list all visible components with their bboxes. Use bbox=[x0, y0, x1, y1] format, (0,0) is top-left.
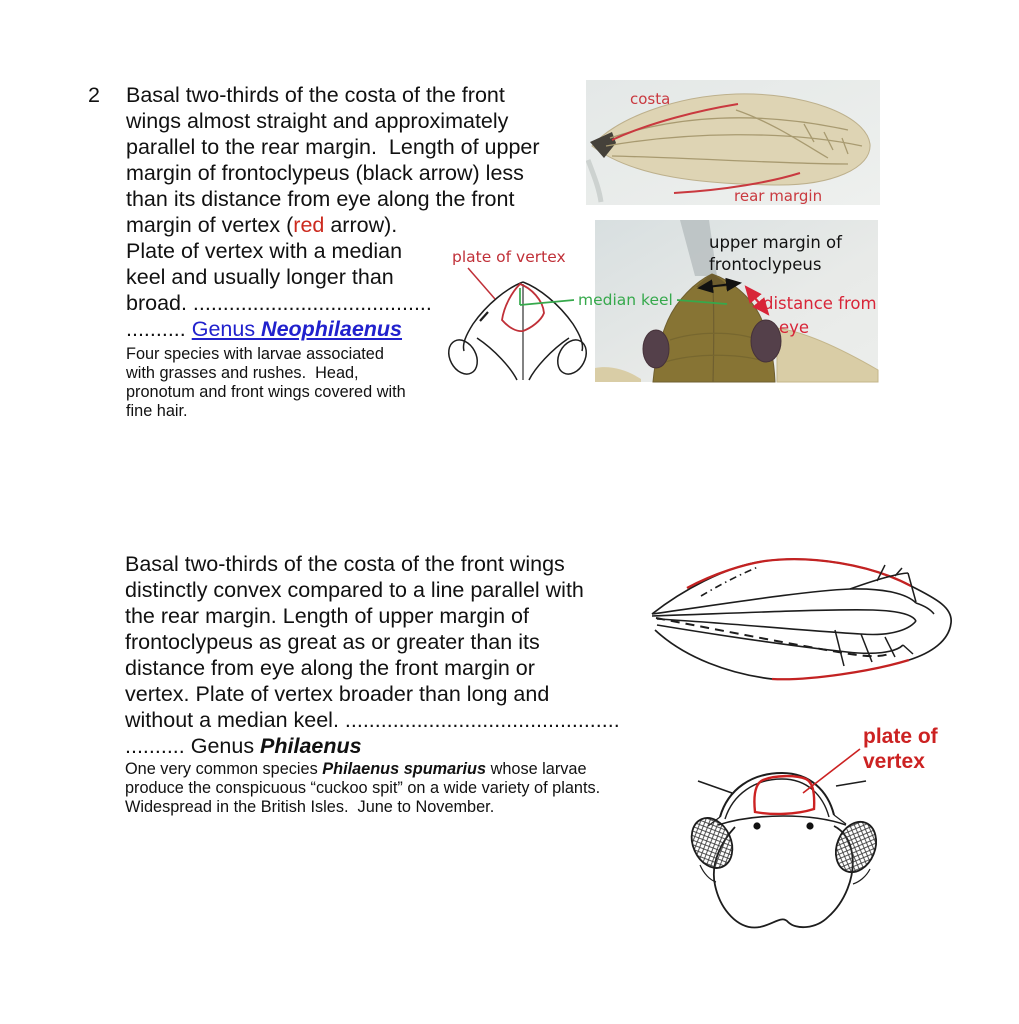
text-line: frontoclypeus as great as or greater than its bbox=[125, 630, 540, 654]
text-line: without a median keel. .............................................. bbox=[125, 708, 620, 732]
text-line: keel and usually longer than bbox=[126, 265, 394, 289]
head-annotated-svg bbox=[425, 220, 880, 383]
text-line: distinctly convex compared to a line parallel with bbox=[125, 578, 584, 602]
genus-link-name: Neophilaenus bbox=[261, 317, 403, 341]
front-wing-photo bbox=[586, 80, 880, 205]
text-line: pronotum and front wings covered with bbox=[126, 383, 406, 401]
leader-dots: .......... bbox=[125, 734, 191, 758]
right-eye-drawing bbox=[829, 816, 884, 878]
upper-margin-label-line1: upper margin of bbox=[709, 233, 842, 252]
upper-margin-label-line2: frontoclypeus bbox=[709, 255, 822, 274]
text-segment: whose larvae bbox=[486, 760, 587, 778]
text-line: margin of frontoclypeus (black arrow) less bbox=[126, 161, 524, 185]
rear-red-segment bbox=[772, 660, 909, 679]
text-segment: One very common species bbox=[125, 760, 323, 778]
text-line: Widespread in the British Isles. June to November. bbox=[125, 798, 495, 816]
convex-costa-red bbox=[687, 559, 911, 588]
genus-prefix: Genus bbox=[190, 734, 261, 758]
genus-philaenus-name: Philaenus bbox=[260, 734, 362, 758]
genus-link-prefix: Genus bbox=[191, 317, 262, 341]
text-line: with grasses and rushes. Head, bbox=[126, 364, 359, 382]
plate-label-line2: vertex bbox=[863, 750, 925, 773]
left-eye-photo bbox=[643, 330, 669, 368]
rear-margin-label: rear margin bbox=[734, 187, 823, 205]
text-line bbox=[125, 760, 600, 779]
species-name: Philaenus spumarius bbox=[322, 760, 487, 778]
couplet1-description bbox=[126, 345, 406, 421]
genus-result-line bbox=[125, 733, 620, 759]
head-annotated-figure bbox=[425, 220, 880, 383]
costa-label: costa bbox=[630, 90, 671, 108]
text-line: Basal two-thirds of the costa of the front bbox=[126, 83, 505, 107]
text-line: Basal two-thirds of the costa of the front wings bbox=[125, 552, 565, 576]
text-line: than its distance from eye along the front bbox=[126, 187, 515, 211]
distance-from-eye-label-line2: eye bbox=[779, 318, 810, 337]
wing-veins-drawing bbox=[652, 565, 934, 666]
plate-label-line1: plate of bbox=[863, 725, 938, 748]
text-line: wings almost straight and approximately bbox=[126, 109, 509, 133]
right-ocellus bbox=[806, 822, 813, 829]
leader-dots: .......... bbox=[126, 317, 192, 341]
plate-of-vertex-leader bbox=[468, 268, 495, 299]
text-line: Plate of vertex with a median bbox=[126, 239, 403, 263]
text-line: distance from eye along the front margin or bbox=[125, 656, 535, 680]
genus-neophilaenus-link[interactable] bbox=[192, 317, 402, 341]
right-eye-photo bbox=[751, 320, 781, 362]
plate-leader-line bbox=[803, 749, 860, 793]
wing-line-drawing bbox=[645, 553, 983, 695]
couplet2-description bbox=[125, 760, 600, 817]
text-line: fine hair. bbox=[126, 402, 188, 420]
text-segment: margin of vertex ( bbox=[126, 213, 294, 237]
text-line: Four species with larvae associated bbox=[126, 345, 384, 363]
text-line: broad. ........................................ bbox=[126, 291, 432, 315]
wing-line-drawing-svg bbox=[645, 553, 983, 695]
median-keel-label: median keel bbox=[578, 291, 673, 309]
text-segment: arrow). bbox=[324, 213, 398, 237]
wing-red-margins bbox=[687, 559, 911, 679]
couplet-number: 2 bbox=[88, 83, 100, 107]
text-line: parallel to the rear margin. Length of upper bbox=[126, 135, 540, 159]
distance-from-eye-label-line1: distance from bbox=[763, 294, 877, 313]
front-wing-photo-svg bbox=[586, 80, 880, 205]
philaenus-head-svg bbox=[660, 713, 980, 961]
text-line: vertex. Plate of vertex broader than long and bbox=[125, 682, 550, 706]
red-highlight-word: red bbox=[293, 213, 325, 237]
plate-of-vertex-label: plate of vertex bbox=[452, 248, 566, 266]
text-line: the rear margin. Length of upper margin of bbox=[125, 604, 529, 628]
couplet2-text bbox=[125, 551, 620, 759]
text-line: produce the conspicuous “cuckoo spit” on a wide variety of plants. bbox=[125, 779, 601, 797]
left-ocellus bbox=[753, 822, 760, 829]
philaenus-head-drawing bbox=[660, 713, 980, 961]
